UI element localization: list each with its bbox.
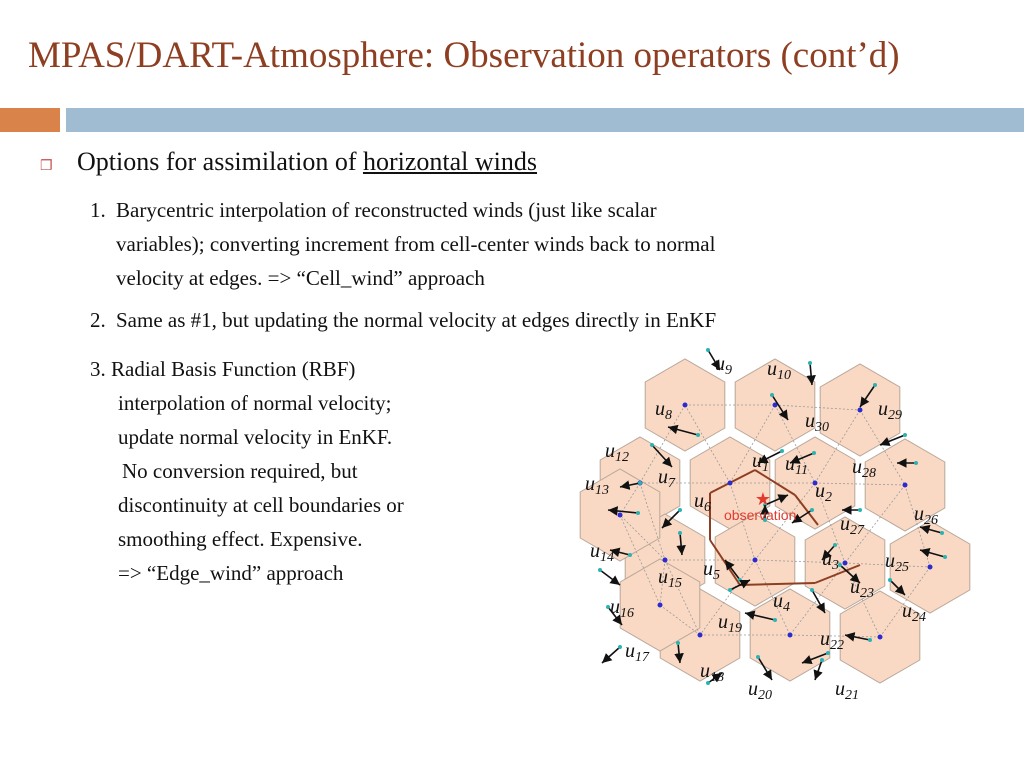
velocity-label-u14: $u_{14}$ — [590, 540, 614, 565]
velocity-label-u18: $u_{18}$ — [700, 660, 724, 685]
edge-point — [773, 618, 777, 622]
edge-point — [678, 508, 682, 512]
bullet-prefix: Options for assimilation of — [77, 147, 363, 176]
edge-point — [676, 641, 680, 645]
option-3-line-3: update normal velocity in EnKF. — [118, 425, 393, 449]
edge-point — [940, 531, 944, 535]
velocity-label-u7: $u_7$ — [658, 466, 675, 491]
option-number: 2. — [90, 308, 106, 332]
edge-point — [858, 508, 862, 512]
edge-point — [638, 481, 642, 485]
option-1-line-2: variables); converting increment from cell-center winds back to normal — [116, 232, 716, 256]
option-number: 1. — [90, 198, 106, 222]
cell-center-point — [663, 558, 668, 563]
edge-point — [833, 543, 837, 547]
velocity-label-u25: $u_{25}$ — [885, 550, 909, 575]
edge-point — [820, 658, 824, 662]
velocity-label-u9: $u_9$ — [715, 353, 732, 378]
mpas-mesh-diagram — [560, 345, 1024, 715]
option-1-line-3: velocity at edges. => “Cell_wind” approach — [116, 266, 485, 290]
option-3-line-1: Radial Basis Function (RBF) — [111, 357, 356, 381]
option-1 — [90, 193, 970, 295]
velocity-label-u16: $u_{16}$ — [610, 596, 634, 621]
velocity-label-u30: $u_{30}$ — [805, 410, 829, 435]
observation-label: observation — [724, 507, 797, 523]
velocity-label-u29: $u_{29}$ — [878, 398, 902, 423]
velocity-label-u6: $u_6$ — [694, 490, 711, 515]
cell-center-point — [878, 635, 883, 640]
edge-point — [810, 508, 814, 512]
option-3-line-7: => “Edge_wind” approach — [118, 561, 344, 585]
edge-point — [706, 348, 710, 352]
edge-point — [770, 393, 774, 397]
title-accent-bar-orange — [0, 108, 60, 132]
cell-center-point — [698, 633, 703, 638]
velocity-label-u11: $u_{11}$ — [785, 453, 808, 478]
velocity-label-u8: $u_8$ — [655, 398, 672, 423]
option-2-line-1: Same as #1, but updating the normal velocity at edges directly in EnKF — [116, 308, 717, 332]
cell-center-point — [753, 558, 758, 563]
velocity-label-u28: $u_{28}$ — [852, 456, 876, 481]
velocity-label-u13: $u_{13}$ — [585, 473, 609, 498]
velocity-label-u20: $u_{20}$ — [748, 678, 772, 703]
slide-title: MPAS/DART-Atmosphere: Observation operators (cont’d) — [28, 35, 900, 76]
cell-center-point — [903, 483, 908, 488]
edge-point — [650, 443, 654, 447]
cell-center-point — [658, 603, 663, 608]
main-bullet — [77, 147, 537, 177]
option-3-line-4: No conversion required, but — [122, 459, 358, 483]
velocity-label-u27: $u_{27}$ — [840, 513, 864, 538]
cell-center-point — [728, 481, 733, 486]
edge-point — [914, 461, 918, 465]
edge-point — [873, 383, 877, 387]
edge-point — [756, 655, 760, 659]
velocity-label-u17: $u_{17}$ — [625, 640, 649, 665]
velocity-label-u19: $u_{19}$ — [718, 611, 742, 636]
velocity-label-u1: $u_1$ — [752, 450, 769, 475]
edge-point — [810, 588, 814, 592]
edge-point — [678, 531, 682, 535]
option-1-line-1: Barycentric interpolation of reconstructed winds (just like scalar — [116, 198, 657, 222]
velocity-label-u21: $u_{21}$ — [835, 678, 859, 703]
velocity-label-u15: $u_{15}$ — [658, 566, 682, 591]
cell-center-point — [928, 565, 933, 570]
square-bullet-icon: ❒ — [40, 159, 53, 174]
option-3 — [90, 352, 520, 590]
velocity-label-u23: $u_{23}$ — [850, 576, 874, 601]
option-2 — [90, 303, 970, 337]
edge-point — [903, 433, 907, 437]
edge-point — [868, 638, 872, 642]
velocity-label-u5: $u_5$ — [703, 558, 720, 583]
velocity-arrow — [602, 647, 620, 663]
cell-center-point — [858, 408, 863, 413]
edge-point — [696, 433, 700, 437]
velocity-label-u3: $u_3$ — [822, 548, 839, 573]
velocity-label-u10: $u_{10}$ — [767, 358, 791, 383]
option-3-line-6: smoothing effect. Expensive. — [118, 527, 363, 551]
option-3-line-2: interpolation of normal velocity; — [118, 391, 392, 415]
velocity-label-u22: $u_{22}$ — [820, 628, 844, 653]
edge-point — [738, 578, 742, 582]
velocity-arrow — [600, 570, 620, 585]
option-number: 3. — [90, 357, 106, 381]
option-3-line-5: discontinuity at cell boundaries or — [118, 493, 404, 517]
cell-center-point — [683, 403, 688, 408]
title-accent-bar-blue — [66, 108, 1024, 132]
star-icon: ★ — [754, 489, 772, 509]
edge-point — [728, 588, 732, 592]
velocity-label-u26: $u_{26}$ — [914, 503, 938, 528]
edge-point — [780, 449, 784, 453]
cell-center-point — [788, 633, 793, 638]
edge-point — [888, 578, 892, 582]
bullet-underlined-term: horizontal winds — [362, 147, 538, 176]
edge-point — [618, 645, 622, 649]
edge-point — [636, 511, 640, 515]
cell-center-point — [618, 513, 623, 518]
edge-point — [628, 553, 632, 557]
velocity-label-u12: $u_{12}$ — [605, 440, 629, 465]
velocity-label-u2: $u_2$ — [815, 480, 832, 505]
velocity-label-u24: $u_{24}$ — [902, 600, 926, 625]
edge-point — [943, 555, 947, 559]
edge-point — [598, 568, 602, 572]
edge-point — [808, 361, 812, 365]
velocity-label-u4: $u_4$ — [773, 590, 790, 615]
cell-center-point — [843, 561, 848, 566]
edge-point — [812, 451, 816, 455]
